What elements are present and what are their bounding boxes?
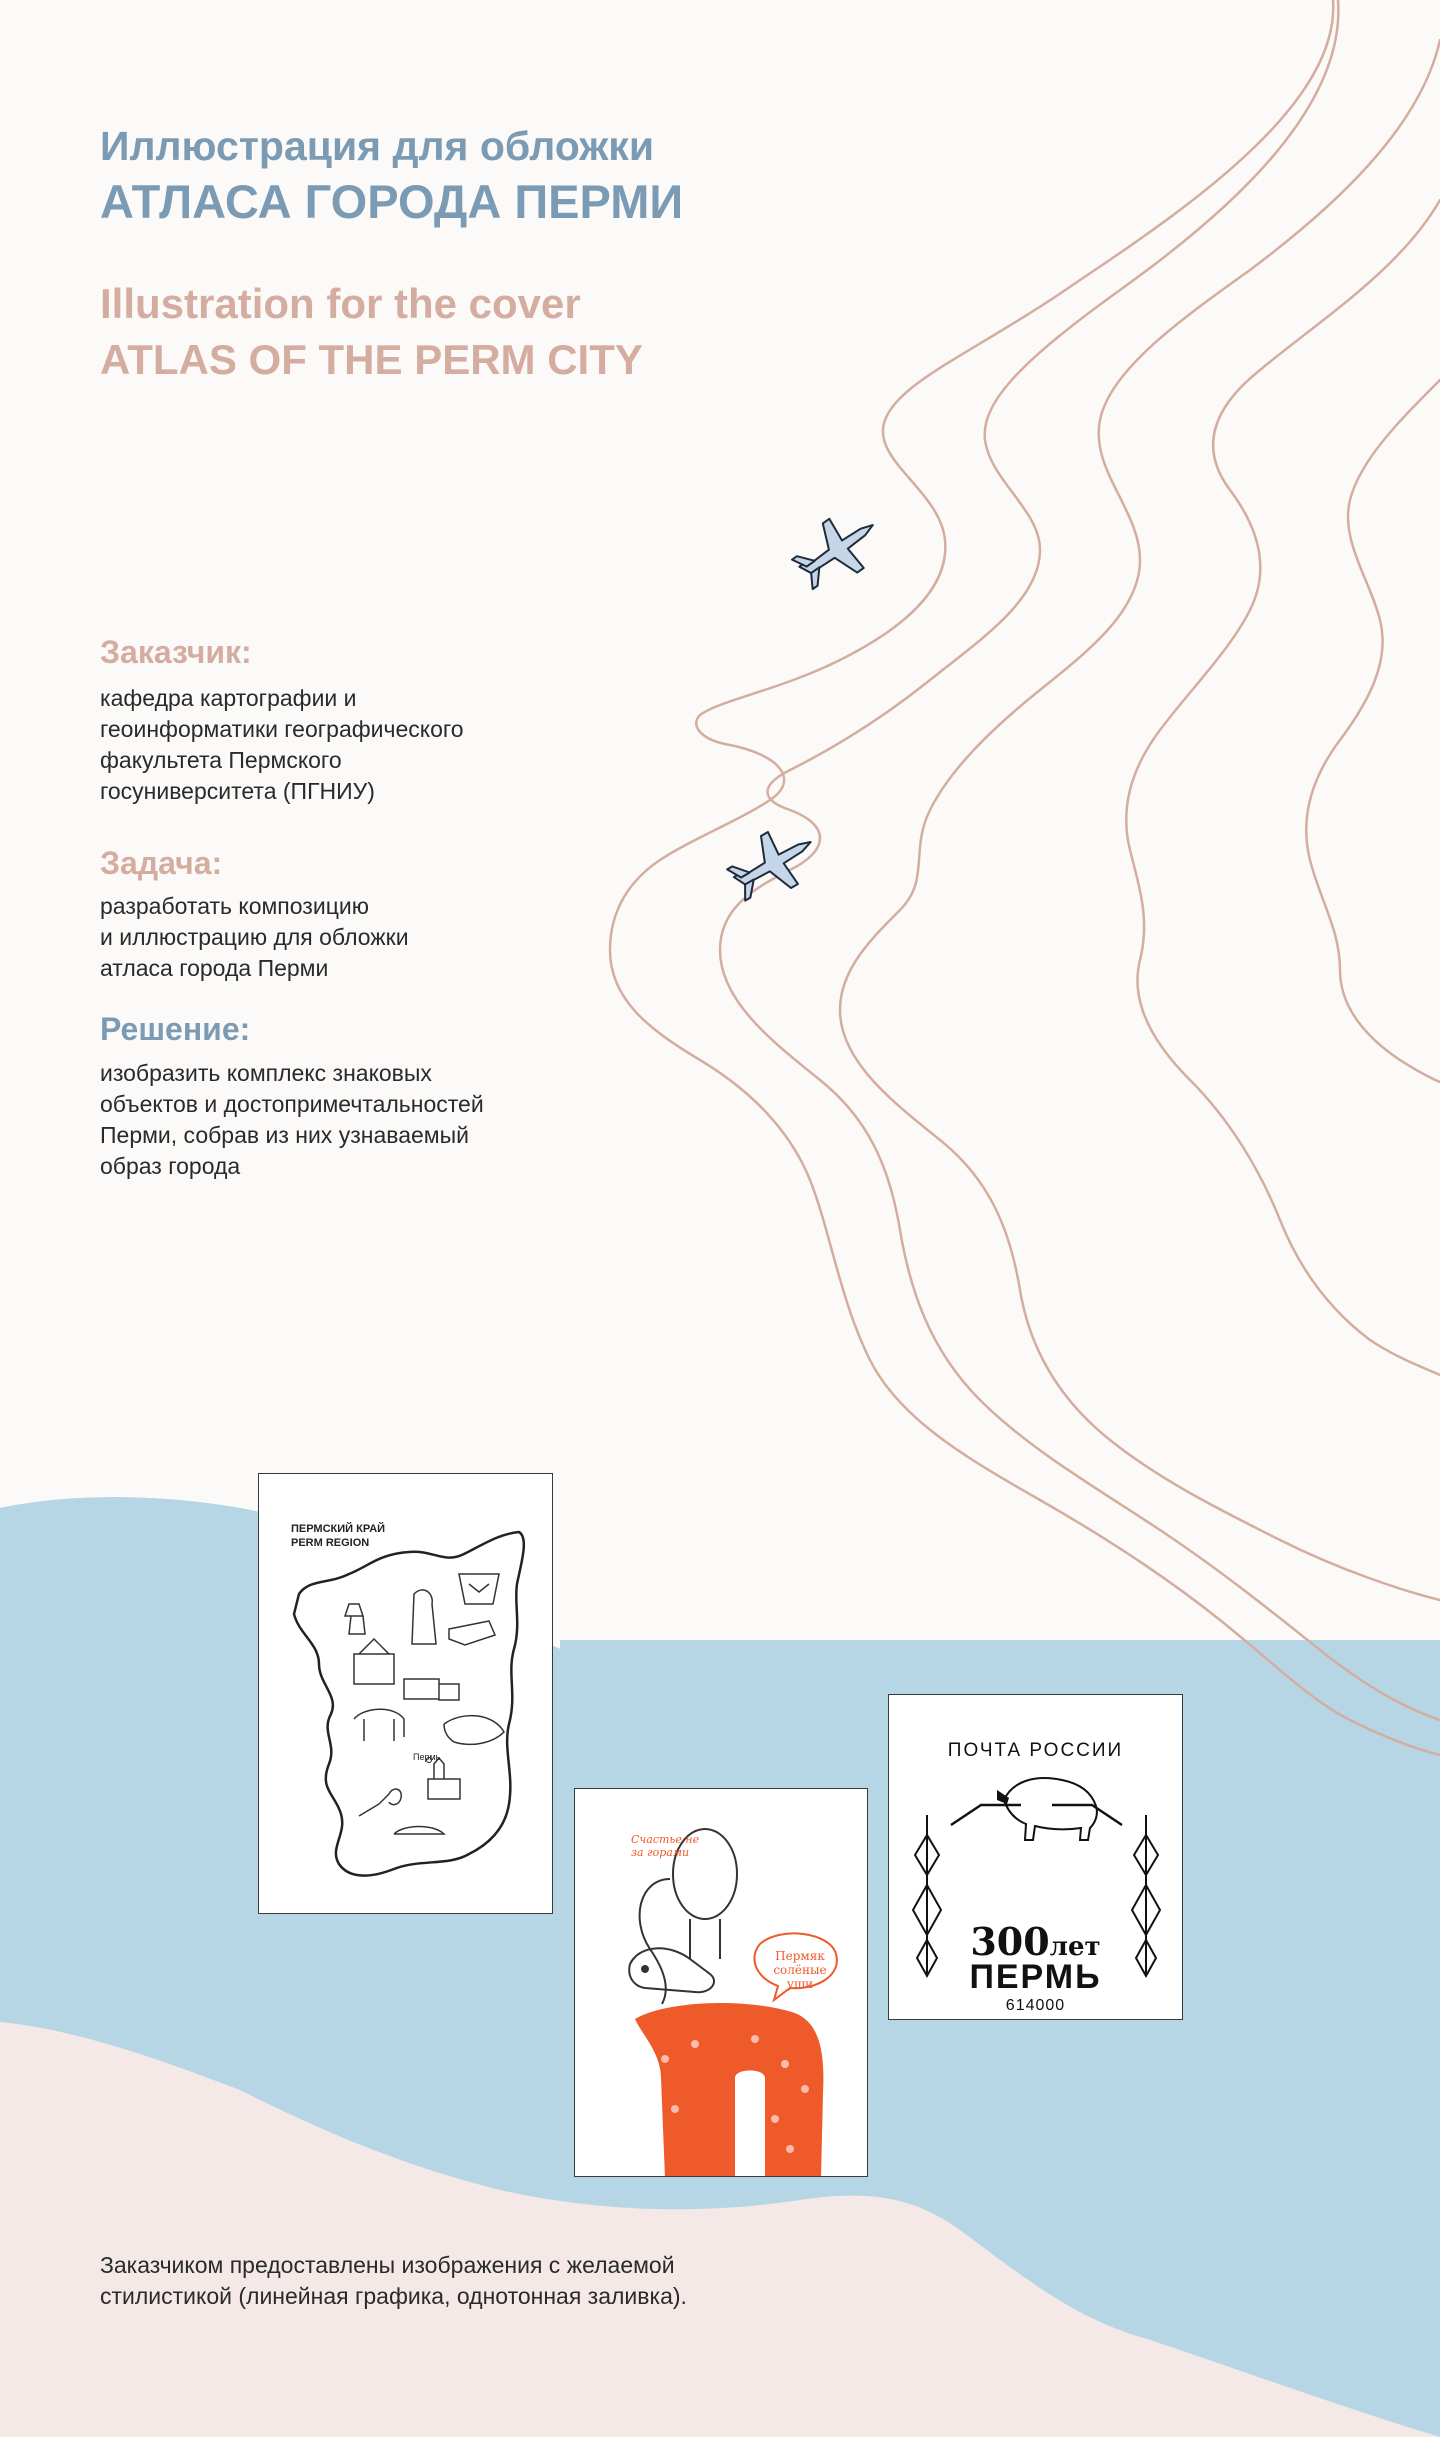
page-title-ru xyxy=(100,118,683,230)
cover-slogan: Счастье не за горами xyxy=(631,1833,700,1859)
client-text: кафедра картографии и геоинформатики географического факультета Пермского госуниверситета (ПГНИУ) xyxy=(100,685,464,804)
title-ru-line1: Иллюстрация для обложки xyxy=(100,123,655,169)
region-outline xyxy=(259,1474,553,1914)
map-title-line1: ПЕРМСКИЙ КРАЙ xyxy=(291,1523,386,1535)
reference-stamp-card xyxy=(888,1694,1183,2020)
stamp-city: ПЕРМЬ xyxy=(969,1958,1102,1996)
map-title-line2: PERM REGION xyxy=(291,1537,370,1549)
bear-icon xyxy=(997,1778,1097,1840)
client-heading: Заказчик: xyxy=(100,634,252,670)
task-text: разработать композицию и иллюстрацию для обложки атласа города Перми xyxy=(100,893,409,981)
solution-text: изобразить комплекс знаковых объектов и достопримечтальностей Перми, собрав из них узнаваемый образ города xyxy=(100,1060,484,1179)
reference-map-card xyxy=(258,1473,553,1914)
solution-heading: Решение: xyxy=(100,1011,251,1047)
map-city-label: Пермь xyxy=(413,1752,441,1762)
stamp-anniversary-number: 300 xyxy=(970,1919,1050,1964)
stamp-top-text: ПОЧТА РОССИИ xyxy=(947,1740,1124,1761)
page-title-en xyxy=(100,276,643,388)
title-ru-line2: АТЛАСА ГОРОДА ПЕРМИ xyxy=(100,175,684,228)
footer-note: Заказчиком предоставлены изображения с желаемой стилистикой (линейная графика, однотонная заливка). xyxy=(100,2252,687,2309)
reference-cover-card xyxy=(574,1788,868,2177)
title-en-line2: ATLAS OF THE PERM CITY xyxy=(100,336,643,383)
cover-speech-bubble: Пермяк солёные уши xyxy=(773,1949,827,1991)
title-en-line1: Illustration for the cover xyxy=(100,280,581,327)
stamp-zip: 614000 xyxy=(1005,1997,1066,2014)
task-heading: Задача: xyxy=(100,845,223,881)
stamp-anniversary-word: лет xyxy=(1049,1932,1101,1962)
